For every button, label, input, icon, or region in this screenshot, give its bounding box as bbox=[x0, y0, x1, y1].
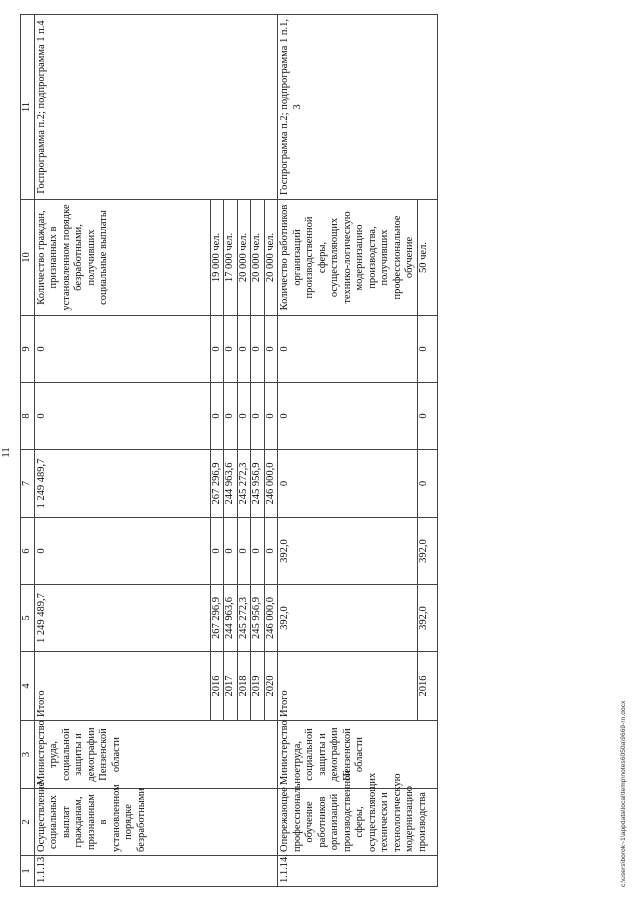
table-cell: 17 000 чел. bbox=[224, 200, 238, 316]
table-cell: 0 bbox=[34, 383, 210, 450]
section-total-row bbox=[278, 15, 418, 887]
table-cell: 19 000 чел. bbox=[210, 200, 224, 316]
table-cell: 0 bbox=[251, 383, 265, 450]
table-cell: 245 272,3 bbox=[237, 450, 251, 518]
table-cell: 0 bbox=[34, 316, 210, 383]
table-cell: 0 bbox=[237, 316, 251, 383]
table-cell: 2016 bbox=[210, 652, 224, 721]
table-cell: 245 272,3 bbox=[237, 585, 251, 652]
table-cell: 2018 bbox=[237, 652, 251, 721]
table-cell: Госпрограмма п.2; подпрограмма 1 п.4 bbox=[34, 15, 278, 200]
table-cell: 392,0 bbox=[417, 585, 437, 652]
header-row bbox=[21, 15, 35, 887]
table-cell: 0 bbox=[264, 383, 278, 450]
header-cell: 5 bbox=[21, 585, 35, 652]
header-cell: 7 bbox=[21, 450, 35, 518]
table-cell: 1 249 489,7 bbox=[34, 585, 210, 652]
table-cell: Количество работников организаций производственной сферы, осуществляющих технико-логическую модернизацию производства, получивших профессиональное обучение bbox=[278, 200, 418, 316]
table-cell: 50 чел. bbox=[417, 200, 437, 316]
table-cell: 20 000 чел. bbox=[237, 200, 251, 316]
table-cell: 246 000,0 bbox=[264, 585, 278, 652]
table-cell: 20 000 чел. bbox=[251, 200, 265, 316]
footer-file-path: c:\users\borok~1\appdata\local\temp\notes6050a\9669-rn.docx bbox=[620, 700, 627, 887]
table-cell: 0 bbox=[237, 518, 251, 585]
table-cell: 392,0 bbox=[278, 585, 418, 652]
table-cell: 0 bbox=[251, 316, 265, 383]
table-cell: 267 296,9 bbox=[210, 585, 224, 652]
header-cell: 11 bbox=[21, 15, 35, 200]
table-cell: Госпрограмма п.2; подпрограмма 1 п.1, 3 bbox=[278, 15, 438, 200]
section-total-row bbox=[34, 15, 210, 887]
table-cell: Итого bbox=[278, 652, 418, 721]
table-cell: 2020 bbox=[264, 652, 278, 721]
table-cell: 0 bbox=[417, 383, 437, 450]
table-cell: 0 bbox=[417, 316, 437, 383]
header-cell: 4 bbox=[21, 652, 35, 721]
header-cell: 2 bbox=[21, 789, 35, 856]
table-cell: 392,0 bbox=[417, 518, 437, 585]
table-cell: 1 249 489,7 bbox=[34, 450, 210, 518]
table-cell: 2016 bbox=[417, 652, 437, 721]
header-cell: 10 bbox=[21, 200, 35, 316]
table-cell: 2017 bbox=[224, 652, 238, 721]
table-cell: 0 bbox=[237, 383, 251, 450]
table-cell: 246 000,0 bbox=[264, 450, 278, 518]
table-cell: 2019 bbox=[251, 652, 265, 721]
table-cell: 0 bbox=[210, 316, 224, 383]
table-cell: 20 000 чел. bbox=[264, 200, 278, 316]
table-cell: 0 bbox=[417, 450, 437, 518]
table-cell: 392,0 bbox=[278, 518, 418, 585]
table-cell: 0 bbox=[224, 383, 238, 450]
table-cell: 0 bbox=[224, 518, 238, 585]
table-cell: Министерство труда, социальной защиты и демографии Пензенской области bbox=[278, 721, 438, 789]
table-cell: 0 bbox=[210, 383, 224, 450]
table-cell: 0 bbox=[210, 518, 224, 585]
table-cell: Осуществление социальных выплат гражданам, признанным в установленном порядке безработными bbox=[34, 789, 278, 856]
table-cell: 0 bbox=[278, 383, 418, 450]
header-cell: 6 bbox=[21, 518, 35, 585]
table-cell: Опережающее профессиональное обучение работников организаций производственной сферы, осуществляющих технически и технологическую модернизацию производства bbox=[278, 789, 438, 856]
table-cell: 0 bbox=[278, 316, 418, 383]
table-cell: 244 963,6 bbox=[224, 450, 238, 518]
table-body bbox=[21, 15, 438, 887]
table-cell: 267 296,9 bbox=[210, 450, 224, 518]
table-cell: 245 956,9 bbox=[251, 585, 265, 652]
table-cell: Количество граждан, признанных в установленном порядке безработными, получивших социальные выплаты bbox=[34, 200, 210, 316]
header-cell: 1 bbox=[21, 856, 35, 887]
program-table bbox=[20, 14, 438, 887]
header-cell: 8 bbox=[21, 383, 35, 450]
header-cell: 9 bbox=[21, 316, 35, 383]
table-cell: 0 bbox=[264, 316, 278, 383]
table-cell: 245 956,9 bbox=[251, 450, 265, 518]
table-cell: 1.1.13. bbox=[34, 856, 278, 887]
table-cell: 0 bbox=[251, 518, 265, 585]
table-cell: 244 963,6 bbox=[224, 585, 238, 652]
table-cell: Итого bbox=[34, 652, 210, 721]
header-cell: 3 bbox=[21, 721, 35, 789]
table-cell: 0 bbox=[34, 518, 210, 585]
table-cell: 1.1.14. bbox=[278, 856, 438, 887]
table-cell: 0 bbox=[264, 518, 278, 585]
table-cell: 0 bbox=[278, 450, 418, 518]
page-number: 11 bbox=[0, 447, 12, 458]
table-cell: Министерство труда, социальной защиты и демографии Пензенской области bbox=[34, 721, 278, 789]
table-cell: 0 bbox=[224, 316, 238, 383]
